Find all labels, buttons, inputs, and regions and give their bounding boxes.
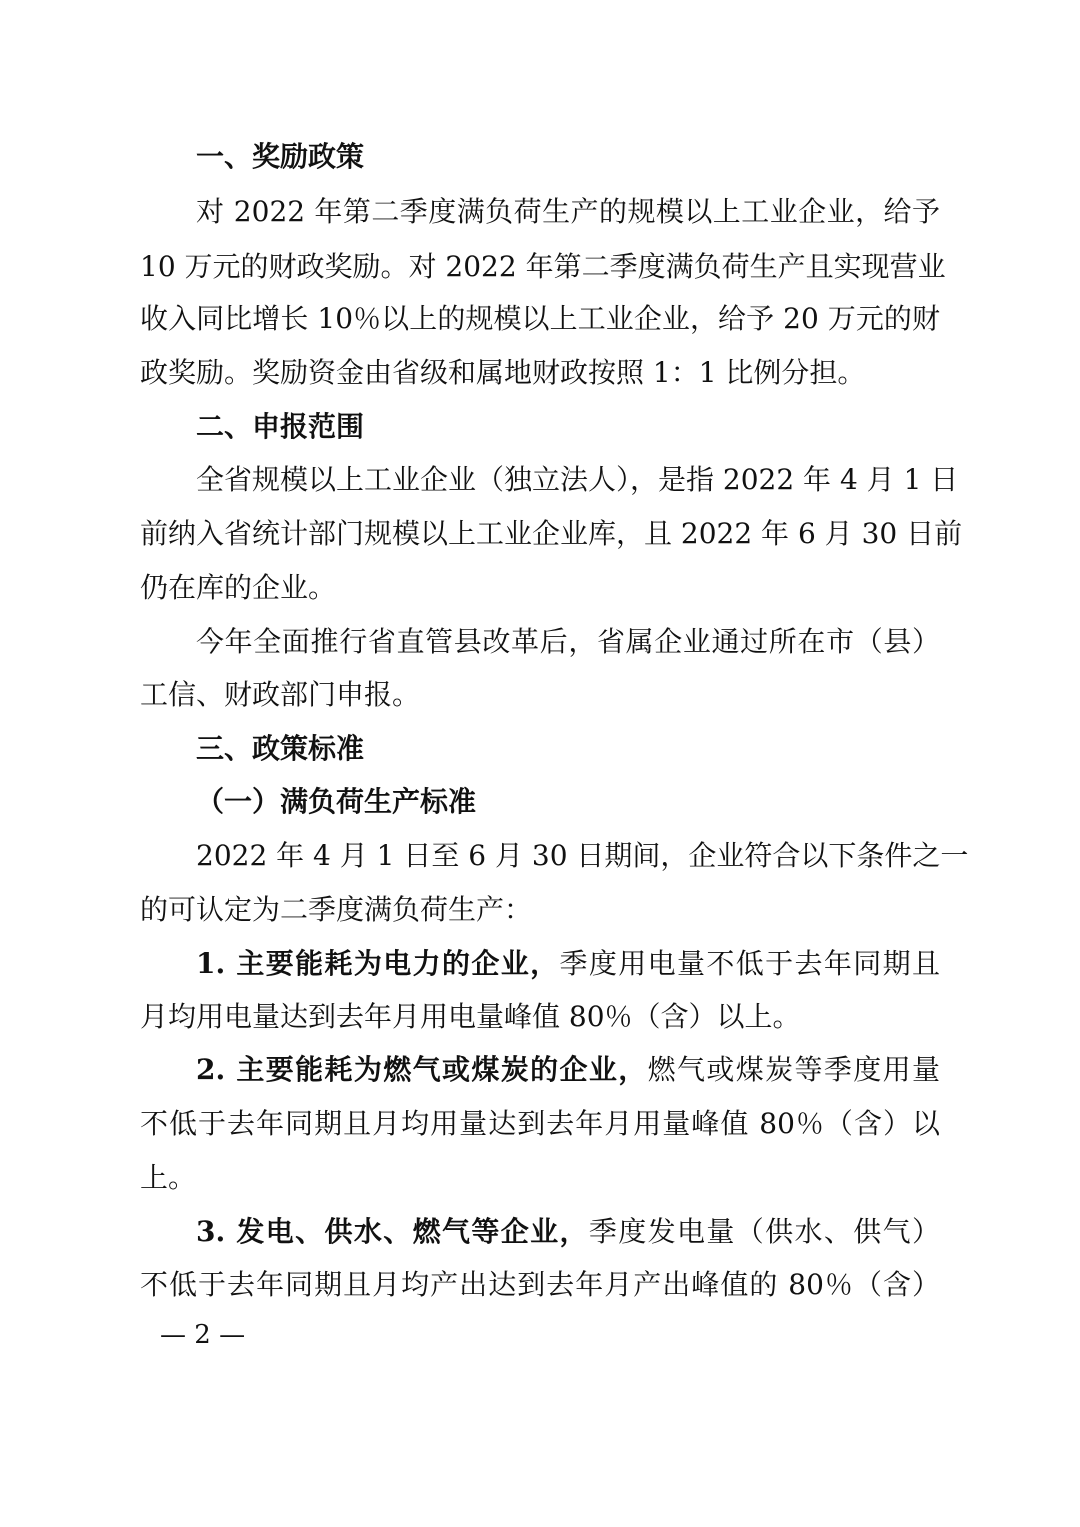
paragraph-line: 仍在库的企业。: [140, 571, 337, 604]
section-heading-policy-standards: 三、政策标准: [196, 732, 365, 765]
paragraph-line: 10 万元的财政奖励。对 2022 年第二季度满负荷生产且实现营业: [140, 250, 946, 283]
section-heading-reward-policy: 一、奖励政策: [196, 140, 365, 173]
paragraph-line: 不低于去年同期且月均产出达到去年月产出峰值的 80％（含）: [140, 1268, 940, 1301]
paragraph-line: 2022 年 4 月 1 日至 6 月 30 日期间，企业符合以下条件之一: [196, 839, 969, 872]
paragraph-line: 对 2022 年第二季度满负荷生产的规模以上工业企业，给予: [196, 195, 940, 228]
list-item-lead: 1. 主要能耗为电力的企业，: [196, 947, 560, 980]
paragraph-line: 今年全面推行省直管县改革后，省属企业通过所在市（县）: [196, 625, 940, 658]
paragraph-line: 的可认定为二季度满负荷生产：: [140, 893, 533, 926]
paragraph-line: 不低于去年同期且月均用量达到去年月用量峰值 80％（含）以: [140, 1107, 940, 1140]
list-item-1: [196, 937, 940, 991]
list-item-2: [196, 1043, 940, 1097]
page-number: — 2 —: [160, 1320, 246, 1350]
list-item-text: 季度用电量不低于去年同期且: [559, 947, 940, 980]
paragraph-line: 月均用电量达到去年月用电量峰值 80％（含）以上。: [140, 1000, 801, 1033]
list-item-text: 季度发电量（供水、供气）: [588, 1215, 940, 1248]
paragraph-line: 前纳入省统计部门规模以上工业企业库，且 2022 年 6 月 30 日前: [140, 517, 963, 550]
section-heading-scope: 二、申报范围: [196, 410, 365, 443]
list-item-lead: 2. 主要能耗为燃气或煤炭的企业，: [196, 1053, 648, 1086]
paragraph-line: 全省规模以上工业企业（独立法人），是指 2022 年 4 月 1 日: [196, 463, 959, 496]
paragraph-line: 工信、财政部门申报。: [140, 678, 421, 711]
paragraph-line: 收入同比增长 10％以上的规模以上工业企业，给予 20 万元的财: [140, 302, 940, 335]
subheading-full-load-standard: （一）满负荷生产标准: [196, 785, 477, 818]
paragraph-line: 政奖励。奖励资金由省级和属地财政按照 1：1 比例分担。: [140, 356, 866, 389]
list-item-text: 燃气或煤炭等季度用量: [647, 1053, 940, 1086]
list-item-lead: 3. 发电、供水、燃气等企业，: [196, 1215, 589, 1248]
list-item-3: [196, 1205, 940, 1259]
paragraph-line: 上。: [140, 1161, 197, 1194]
